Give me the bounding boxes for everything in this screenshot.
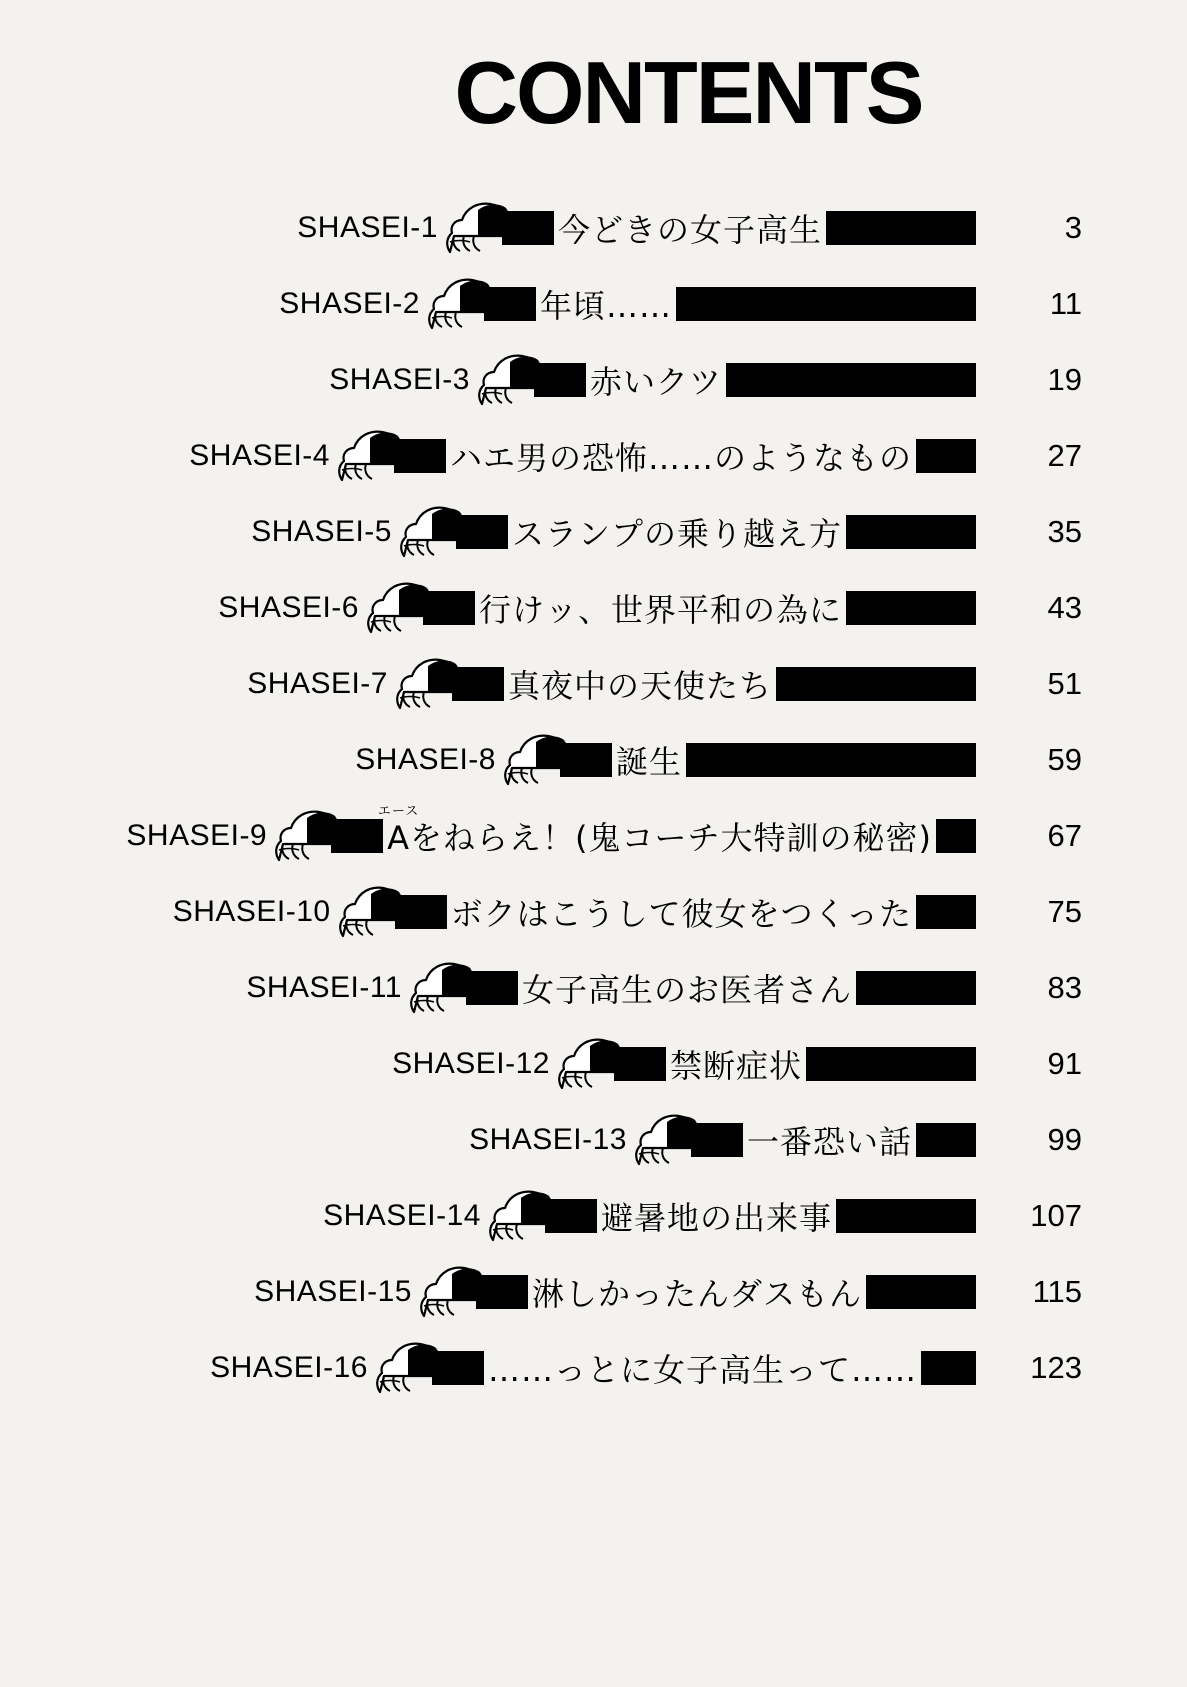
censor-bar-trailing [856, 971, 976, 1005]
pointing-hand-icon [633, 1114, 703, 1166]
toc-row[interactable] [0, 1254, 1187, 1330]
toc-row[interactable] [0, 570, 1187, 646]
pointing-hand-icon [337, 886, 407, 938]
pointing-hand-icon [408, 962, 478, 1014]
toc-row[interactable] [0, 342, 1187, 418]
toc-row[interactable] [0, 266, 1187, 342]
toc-entry-label: SHASEI-15 [254, 1275, 412, 1308]
table-of-contents [0, 190, 1187, 1406]
censor-bar-trailing [806, 1047, 976, 1081]
toc-page-number: 67 [1047, 818, 1082, 853]
censor-bar-trailing [846, 591, 976, 625]
pointing-hand-icon [273, 810, 343, 862]
toc-row[interactable] [0, 1330, 1187, 1406]
toc-entry-label: SHASEI-11 [246, 971, 402, 1004]
toc-page-number: 75 [1047, 894, 1082, 929]
toc-entry-label: SHASEI-6 [218, 591, 359, 624]
pointing-hand-icon [556, 1038, 626, 1090]
toc-entry-label: SHASEI-4 [189, 439, 330, 472]
toc-entry-title: 一番恐い話 [746, 1123, 912, 1161]
censor-bar-trailing [916, 439, 976, 473]
toc-page-number: 51 [1047, 666, 1082, 701]
toc-row[interactable] [0, 1026, 1187, 1102]
pointing-hand-icon [374, 1342, 444, 1394]
toc-page-number: 59 [1047, 742, 1082, 777]
toc-row[interactable] [0, 874, 1187, 950]
toc-entry-title: 今どきの女子高生 [557, 211, 822, 249]
toc-page-number: 27 [1047, 438, 1082, 473]
toc-entry-title: 女子高生のお医者さん [521, 971, 852, 1009]
toc-entry-title: 禁断症状 [669, 1047, 802, 1085]
toc-entry-label: SHASEI-5 [251, 515, 392, 548]
toc-entry-title: スランプの乗り越え方 [511, 515, 842, 553]
pointing-hand-icon [398, 506, 468, 558]
pointing-hand-icon [426, 278, 496, 330]
censor-bar-trailing [676, 287, 976, 321]
toc-entry-title: 赤いクツ [589, 363, 722, 401]
censor-bar-trailing [916, 895, 976, 929]
toc-entry-title: 行けッ、世界平和の為に [478, 591, 842, 629]
toc-page-number: 115 [1032, 1274, 1082, 1309]
pointing-hand-icon [365, 582, 435, 634]
toc-entry-title: 真夜中の天使たち [507, 667, 772, 705]
toc-entry-label: SHASEI-10 [172, 895, 331, 928]
toc-row[interactable] [0, 798, 1187, 874]
censor-bar-trailing [826, 211, 976, 245]
toc-page-number: 107 [1030, 1198, 1082, 1233]
toc-page-number: 11 [1049, 286, 1082, 321]
toc-entry-label: SHASEI-7 [247, 667, 388, 700]
pointing-hand-icon [394, 658, 464, 710]
toc-row[interactable] [0, 1102, 1187, 1178]
censor-bar-trailing [936, 819, 976, 853]
censor-bar-trailing [866, 1275, 976, 1309]
toc-entry-title: 淋しかったんダスもん [531, 1275, 862, 1313]
toc-entry-title: 誕生 [615, 743, 682, 781]
censor-bar-trailing [836, 1199, 976, 1233]
censor-bar-trailing [726, 363, 976, 397]
pointing-hand-icon [336, 430, 406, 482]
censor-bar-trailing [776, 667, 976, 701]
toc-entry-label: SHASEI-9 [126, 819, 268, 852]
pointing-hand-icon [476, 354, 546, 406]
toc-entry-title: ……っとに女子高生って…… [487, 1351, 917, 1389]
pointing-hand-icon [487, 1190, 557, 1242]
page-title: CONTENTS [454, 43, 923, 142]
toc-row[interactable] [0, 722, 1187, 798]
toc-entry-title: A エース をねらえ！(鬼コーチ大特訓の秘密) [383, 813, 936, 859]
toc-entry-title: ボクはこうして彼女をつくった [450, 895, 912, 933]
toc-entry-title: ハエ男の恐怖……のようなもの [449, 439, 912, 477]
toc-row[interactable] [0, 950, 1187, 1026]
toc-entry-title: 避暑地の出来事 [600, 1199, 832, 1237]
toc-page-number: 91 [1047, 1046, 1082, 1081]
toc-entry-label: SHASEI-3 [329, 363, 470, 396]
toc-row[interactable] [0, 494, 1187, 570]
toc-row[interactable] [0, 418, 1187, 494]
toc-page-number: 3 [1064, 210, 1082, 245]
toc-entry-label: SHASEI-2 [279, 287, 420, 320]
toc-entry-label: SHASEI-13 [469, 1123, 627, 1156]
toc-entry-label: SHASEI-1 [297, 211, 438, 244]
toc-entry-label: SHASEI-8 [355, 743, 496, 776]
toc-entry-title: 年頃…… [539, 287, 672, 325]
toc-row[interactable] [0, 190, 1187, 266]
toc-entry-label: SHASEI-14 [323, 1199, 481, 1232]
pointing-hand-icon [418, 1266, 488, 1318]
toc-page-number: 83 [1047, 970, 1082, 1005]
toc-page-number: 99 [1047, 1122, 1082, 1157]
toc-page-number: 123 [1030, 1350, 1082, 1385]
toc-page-number: 35 [1047, 514, 1082, 549]
ruby-annotation: エース [377, 804, 420, 819]
censor-bar-trailing [916, 1123, 976, 1157]
censor-bar-trailing [921, 1351, 976, 1385]
toc-entry-label: SHASEI-16 [210, 1351, 368, 1384]
pointing-hand-icon [444, 202, 514, 254]
pointing-hand-icon [502, 734, 572, 786]
toc-page-number: 43 [1047, 590, 1082, 625]
censor-bar-trailing [686, 743, 976, 777]
toc-page-number: 19 [1047, 362, 1082, 397]
toc-row[interactable] [0, 1178, 1187, 1254]
toc-entry-label: SHASEI-12 [392, 1047, 550, 1080]
toc-row[interactable] [0, 646, 1187, 722]
censor-bar-trailing [846, 515, 976, 549]
